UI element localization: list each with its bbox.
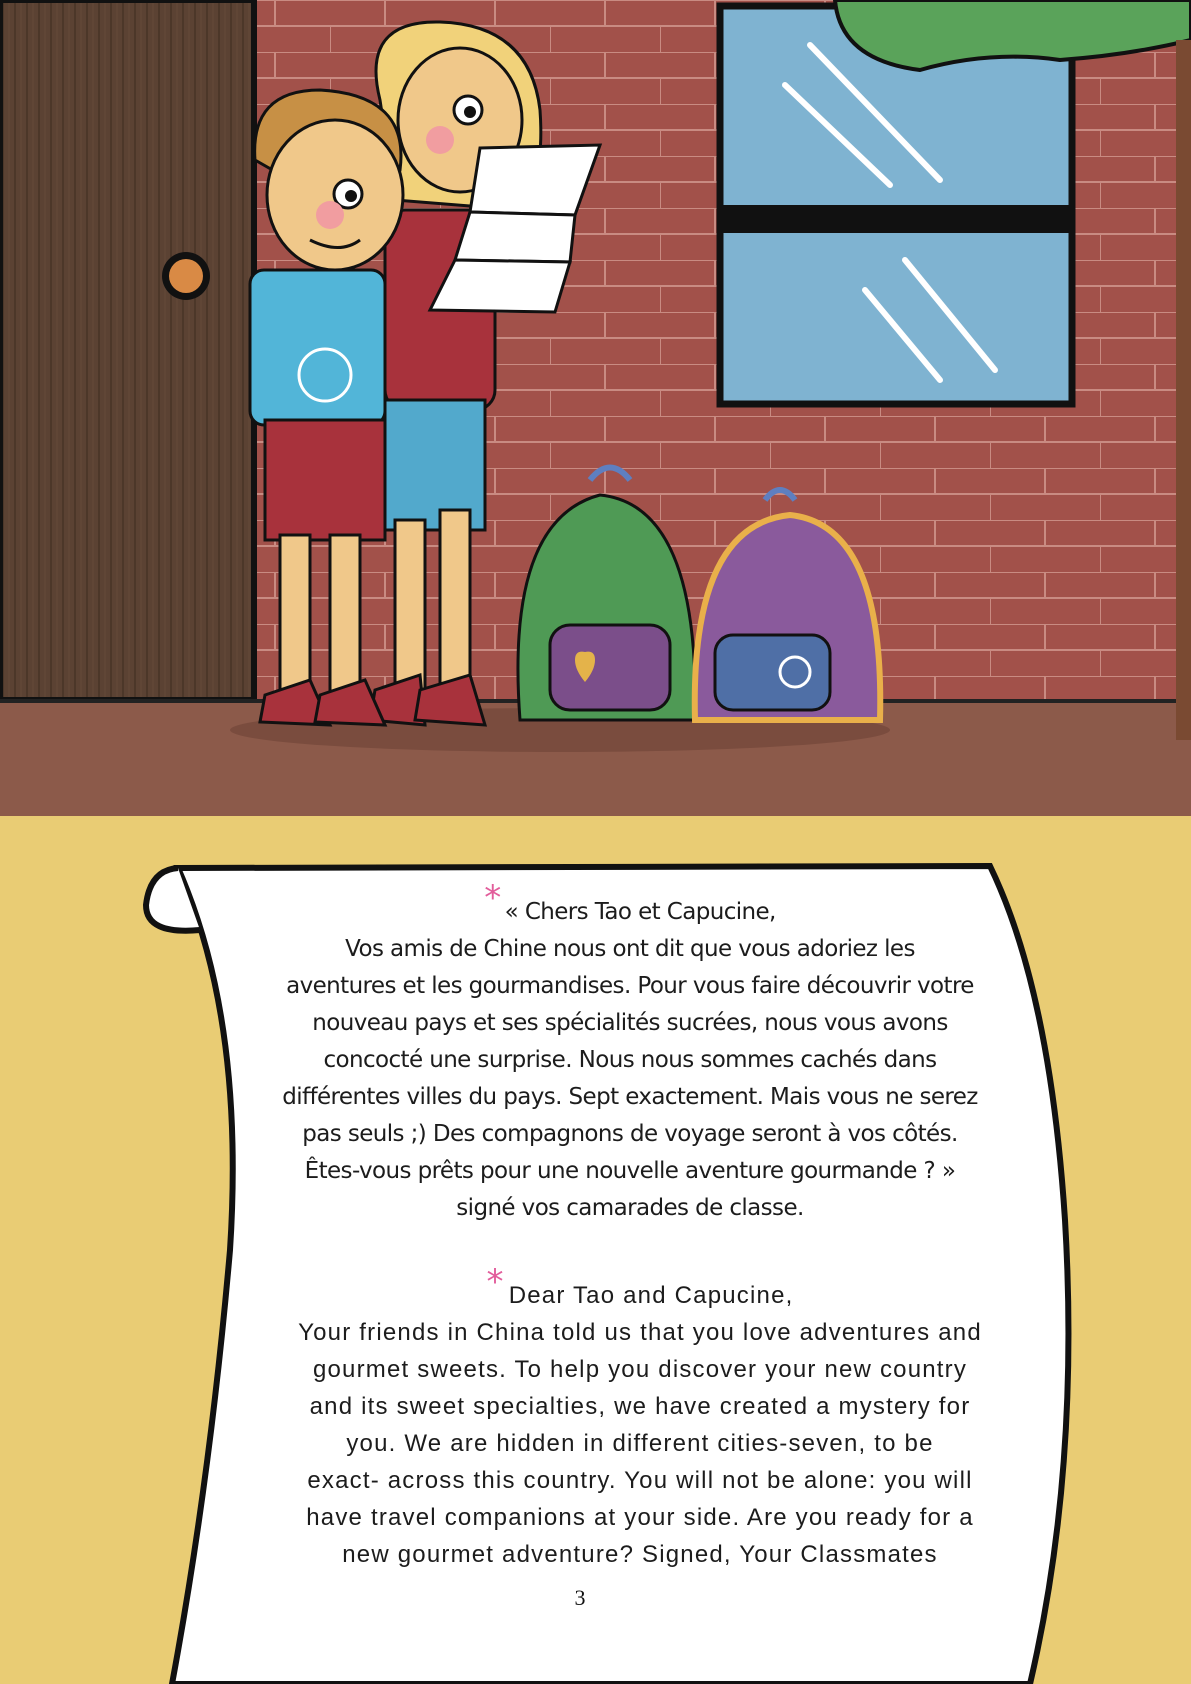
- english-line-6: exact- across this country. You will not be alone: you will: [307, 1467, 973, 1494]
- pink-star-icon: *: [484, 878, 501, 918]
- english-letter: [250, 1262, 1030, 1573]
- english-line-5: you. We are hidden in different cities-seven, to be: [346, 1430, 934, 1457]
- door: [0, 0, 254, 700]
- page-number: 3: [574, 1585, 586, 1610]
- english-line-8: new gourmet adventure? Signed, Your Classmates: [342, 1541, 938, 1568]
- french-line-7: pas seuls ;) Des compagnons de voyage seront à vos côtés.: [302, 1121, 958, 1147]
- english-line-1: * Dear Tao and Capucine,: [486, 1262, 794, 1309]
- tree-trunk: [1176, 40, 1191, 740]
- french-line-3: aventures et les gourmandises. Pour vous faire découvrir votre: [286, 973, 974, 999]
- french-line-5: concocté une surprise. Nous nous sommes cachés dans: [323, 1047, 937, 1073]
- french-line-4: nouveau pays et ses spécialités sucrées, nous vous avons: [312, 1010, 948, 1036]
- french-line-1: * « Chers Tao et Capucine,: [484, 878, 776, 925]
- french-line-2: Vos amis de Chine nous ont dit que vous adoriez les: [345, 936, 915, 962]
- french-line-8: Êtes-vous prêts pour une nouvelle aventure gourmande ? »: [304, 1158, 956, 1184]
- french-letter: [230, 878, 1030, 1227]
- french-line-6: différentes villes du pays. Sept exactement. Mais vous ne serez: [282, 1084, 978, 1110]
- english-line-2: Your friends in China told us that you love adventures and: [298, 1319, 982, 1346]
- english-line-3: gourmet sweets. To help you discover your new country: [312, 1356, 968, 1383]
- illustration: [0, 0, 1191, 816]
- pink-star-icon: *: [486, 1262, 505, 1302]
- french-line-9: signé vos camarades de classe.: [456, 1195, 804, 1221]
- english-line-7: have travel companions at your side. Are you ready for a: [306, 1504, 974, 1531]
- english-line-4: and its sweet specialties, we have created a mystery for: [309, 1393, 971, 1420]
